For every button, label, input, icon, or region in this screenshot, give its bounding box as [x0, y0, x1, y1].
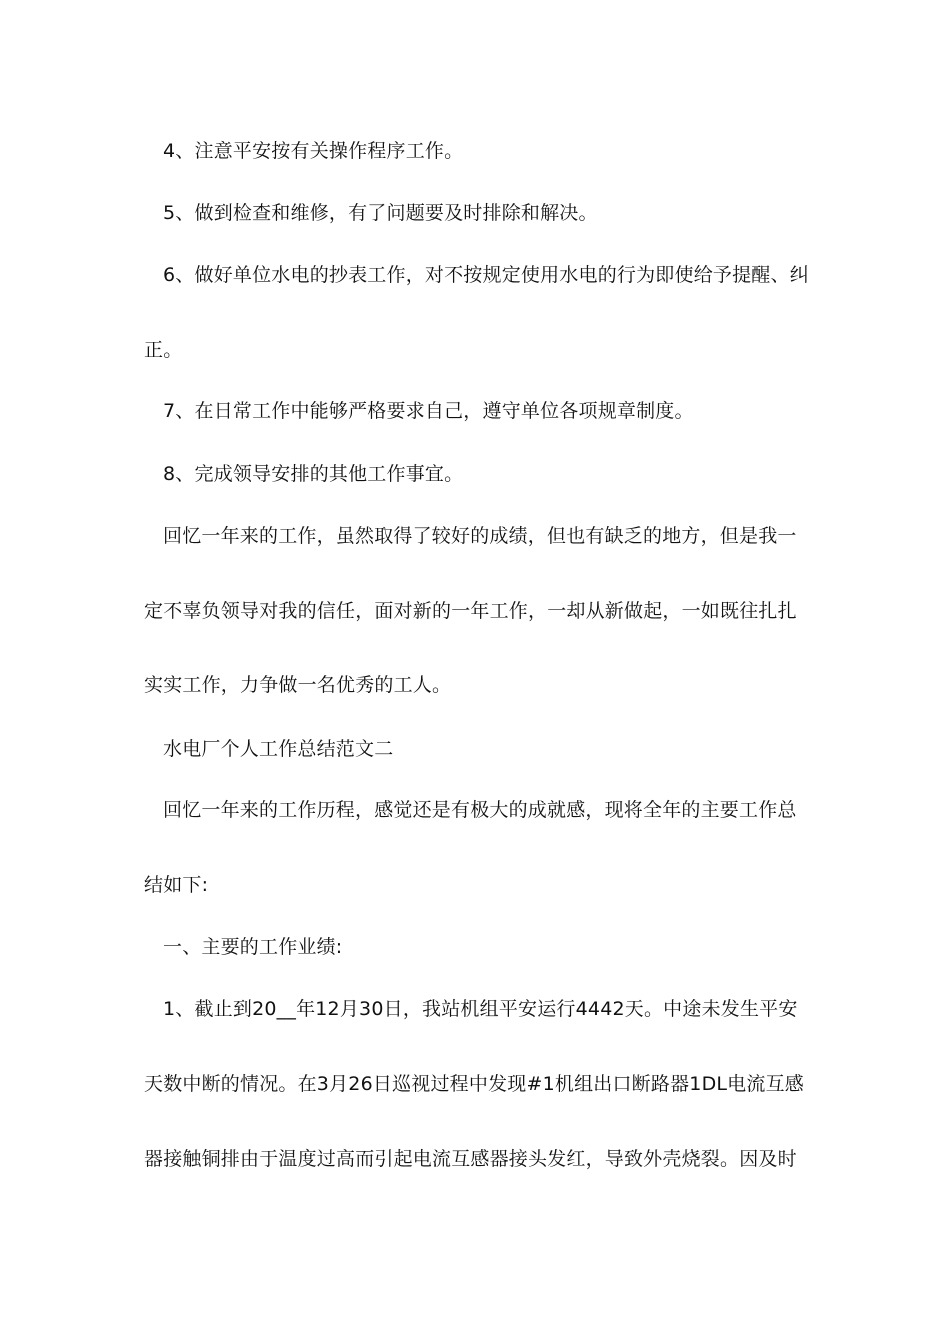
paragraph-item-6: 6、做好单位水电的抄表工作，对不按规定使用水电的行为即使给予提醒、纠 [163, 264, 809, 286]
paragraph-review-line-1: 回忆一年来的工作，虽然取得了较好的成绩，但也有缺乏的地方，但是我一 [163, 525, 797, 547]
paragraph-item-6-continued: 正。 [144, 339, 183, 361]
subsection-heading: 一、主要的工作业绩: [163, 936, 343, 958]
paragraph-summary-intro-line-2: 结如下: [144, 874, 209, 896]
paragraph-review-line-2: 定不辜负领导对我的信任，面对新的一年工作，一却从新做起，一如既往扎扎 [144, 600, 797, 622]
paragraph-review-line-3: 实实工作，力争做一名优秀的工人。 [144, 674, 452, 696]
paragraph-achievement-line-3: 器接触铜排由于温度过高而引起电流互感器接头发红，导致外壳烧裂。因及时 [144, 1148, 797, 1170]
section-title: 水电厂个人工作总结范文二 [163, 738, 394, 760]
paragraph-summary-intro-line-1: 回忆一年来的工作历程，感觉还是有极大的成就感，现将全年的主要工作总 [163, 799, 797, 821]
paragraph-item-5: 5、做到检查和维修，有了问题要及时排除和解决。 [163, 202, 598, 224]
paragraph-item-4: 4、注意平安按有关操作程序工作。 [163, 140, 464, 162]
paragraph-achievement-line-1: 1、截止到20__年12月30日，我站机组平安运行4442天。中途未发生平安 [163, 998, 798, 1020]
paragraph-item-8: 8、完成领导安排的其他工作事宜。 [163, 463, 464, 485]
paragraph-item-7: 7、在日常工作中能够严格要求自己，遵守单位各项规章制度。 [163, 400, 694, 422]
paragraph-achievement-line-2: 天数中断的情况。在3月26日巡视过程中发现#1机组出口断路器1DL电流互感 [144, 1073, 804, 1095]
